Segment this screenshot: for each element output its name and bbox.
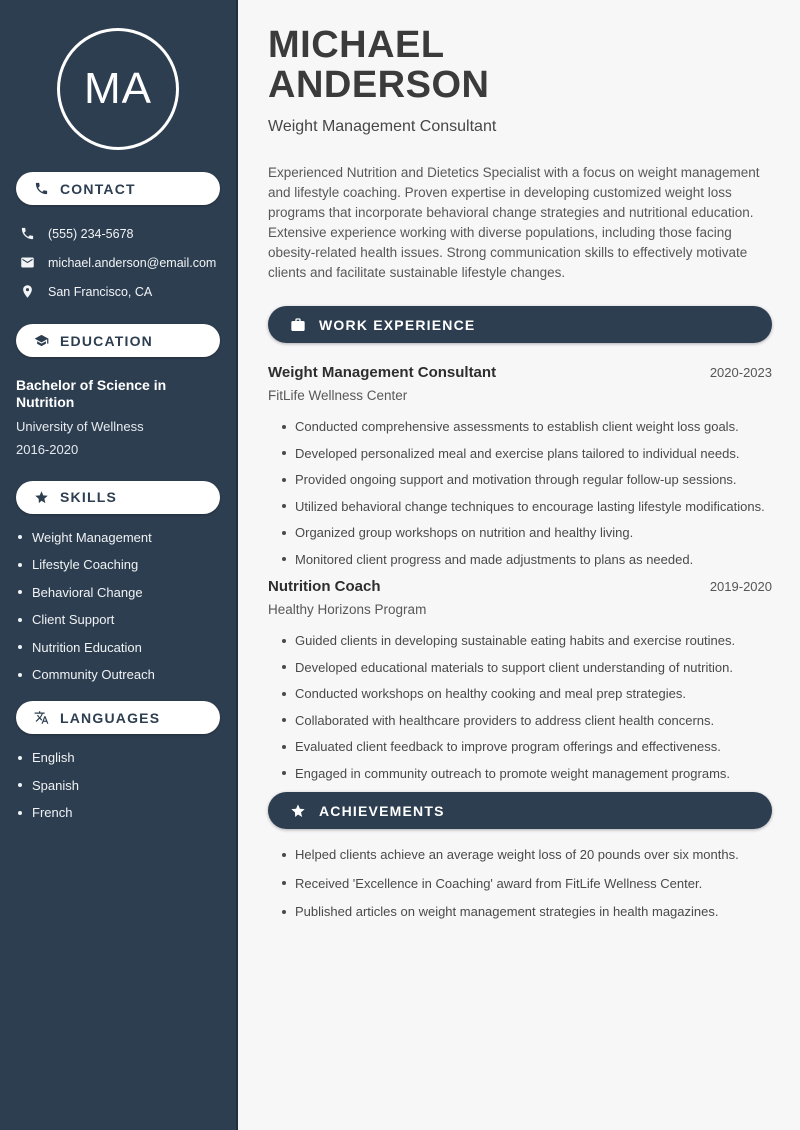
job-company: Healthy Horizons Program bbox=[268, 602, 427, 618]
avatar bbox=[57, 28, 179, 150]
languages-list bbox=[0, 750, 236, 820]
achievements-section-header bbox=[268, 792, 772, 829]
contact-email-value: michael.anderson@email.com bbox=[48, 255, 217, 270]
language-item: French bbox=[18, 805, 236, 820]
languages-section-header bbox=[16, 701, 220, 734]
translate-icon bbox=[34, 710, 49, 725]
job-bullet: Utilized behavioral change techniques to encourage lasting lifestyle modifications. bbox=[282, 499, 772, 514]
education-section-title: EDUCATION bbox=[60, 332, 153, 349]
phone-icon bbox=[20, 226, 35, 241]
star-icon bbox=[34, 490, 49, 505]
job-bullet: Monitored client progress and made adjustments to plans as needed. bbox=[282, 552, 772, 567]
briefcase-icon bbox=[290, 317, 306, 333]
graduation-cap-icon bbox=[34, 333, 49, 348]
skill-item: Lifestyle Coaching bbox=[18, 557, 236, 572]
person-name bbox=[268, 26, 772, 105]
skill-item: Community Outreach bbox=[18, 667, 236, 682]
achievements-section-title: ACHIEVEMENTS bbox=[319, 802, 445, 819]
skill-item: Weight Management bbox=[18, 530, 236, 545]
job-position-title: Weight Management Consultant bbox=[268, 364, 497, 382]
job-dates: 2019-2020 bbox=[709, 579, 772, 595]
job-header bbox=[268, 364, 772, 381]
avatar-initials: MA bbox=[84, 64, 152, 113]
contact-phone-value: (555) 234-5678 bbox=[48, 226, 134, 241]
languages-section-title: LANGUAGES bbox=[60, 709, 161, 726]
job-entry bbox=[268, 364, 772, 567]
email-icon bbox=[20, 255, 35, 270]
language-item: English bbox=[18, 750, 236, 765]
education-section-header bbox=[16, 324, 220, 357]
achievement-bullet: Received 'Excellence in Coaching' award from FitLife Wellness Center. bbox=[282, 876, 772, 891]
job-bullet-list bbox=[268, 633, 772, 781]
skills-section-header bbox=[16, 481, 220, 514]
contact-section-header bbox=[16, 172, 220, 205]
job-company: FitLife Wellness Center bbox=[268, 388, 408, 404]
sidebar bbox=[0, 0, 238, 1130]
last-name: ANDERSON bbox=[268, 63, 490, 106]
job-position-title: Nutrition Coach bbox=[268, 578, 381, 596]
location-icon bbox=[20, 284, 35, 299]
education-degree: Bachelor of Science in Nutrition bbox=[16, 377, 167, 410]
job-bullet: Guided clients in developing sustainable eating habits and exercise routines. bbox=[282, 633, 772, 648]
contact-email-row bbox=[0, 248, 236, 277]
job-header bbox=[268, 578, 772, 595]
education-years: 2016-2020 bbox=[16, 441, 79, 457]
education-entry bbox=[0, 357, 236, 457]
job-entry bbox=[268, 578, 772, 781]
job-bullet: Provided ongoing support and motivation through regular follow-up sessions. bbox=[282, 472, 772, 487]
job-bullet: Developed personalized meal and exercise plans tailored to individual needs. bbox=[282, 446, 772, 461]
job-bullet: Evaluated client feedback to improve program offerings and effectiveness. bbox=[282, 739, 772, 754]
first-name: MICHAEL bbox=[268, 24, 445, 66]
achievement-bullet: Helped clients achieve an average weight loss of 20 pounds over six months. bbox=[282, 847, 772, 862]
skill-item: Client Support bbox=[18, 612, 236, 627]
work-experience-section-title: WORK EXPERIENCE bbox=[319, 316, 476, 333]
language-item: Spanish bbox=[18, 778, 236, 793]
contact-section-title: CONTACT bbox=[60, 180, 136, 197]
skills-list bbox=[0, 530, 236, 683]
skill-item: Behavioral Change bbox=[18, 585, 236, 600]
job-bullet: Organized group workshops on nutrition and healthy living. bbox=[282, 525, 772, 540]
person-job-title: Weight Management Consultant bbox=[268, 118, 497, 136]
contact-location-value: San Francisco, CA bbox=[48, 284, 153, 299]
skills-section-title: SKILLS bbox=[60, 489, 117, 506]
achievements-list bbox=[268, 847, 772, 919]
job-bullet-list bbox=[268, 419, 772, 567]
job-bullet: Engaged in community outreach to promote weight management programs. bbox=[282, 766, 772, 781]
skill-item: Nutrition Education bbox=[18, 640, 236, 655]
contact-location-row bbox=[0, 277, 236, 306]
education-school: University of Wellness bbox=[16, 418, 144, 434]
summary-paragraph: Experienced Nutrition and Dietetics Specialist with a focus on weight management and lifestyle coaching. Proven expertise in developing customized weight loss programs that incorporate behavioral change strategies and nutritional education. Extensive experience working with diverse populations, including those facing obesity-related health issues. Strong communication skills to effectively motivate clients and facilitate sustainable lifestyle changes. bbox=[268, 165, 760, 281]
resume-main bbox=[238, 0, 800, 1130]
job-bullet: Conducted workshops on healthy cooking and meal prep strategies. bbox=[282, 686, 772, 701]
star-icon bbox=[290, 803, 306, 819]
job-bullet: Conducted comprehensive assessments to establish client weight loss goals. bbox=[282, 419, 772, 434]
work-experience-section-header bbox=[268, 306, 772, 343]
achievement-bullet: Published articles on weight management strategies in health magazines. bbox=[282, 904, 772, 919]
job-bullet: Collaborated with healthcare providers to address client health concerns. bbox=[282, 713, 772, 728]
job-bullet: Developed educational materials to support client understanding of nutrition. bbox=[282, 660, 772, 675]
contact-phone-row bbox=[0, 219, 236, 248]
job-dates: 2020-2023 bbox=[709, 365, 772, 381]
contact-list bbox=[0, 219, 236, 306]
phone-icon bbox=[34, 181, 49, 196]
